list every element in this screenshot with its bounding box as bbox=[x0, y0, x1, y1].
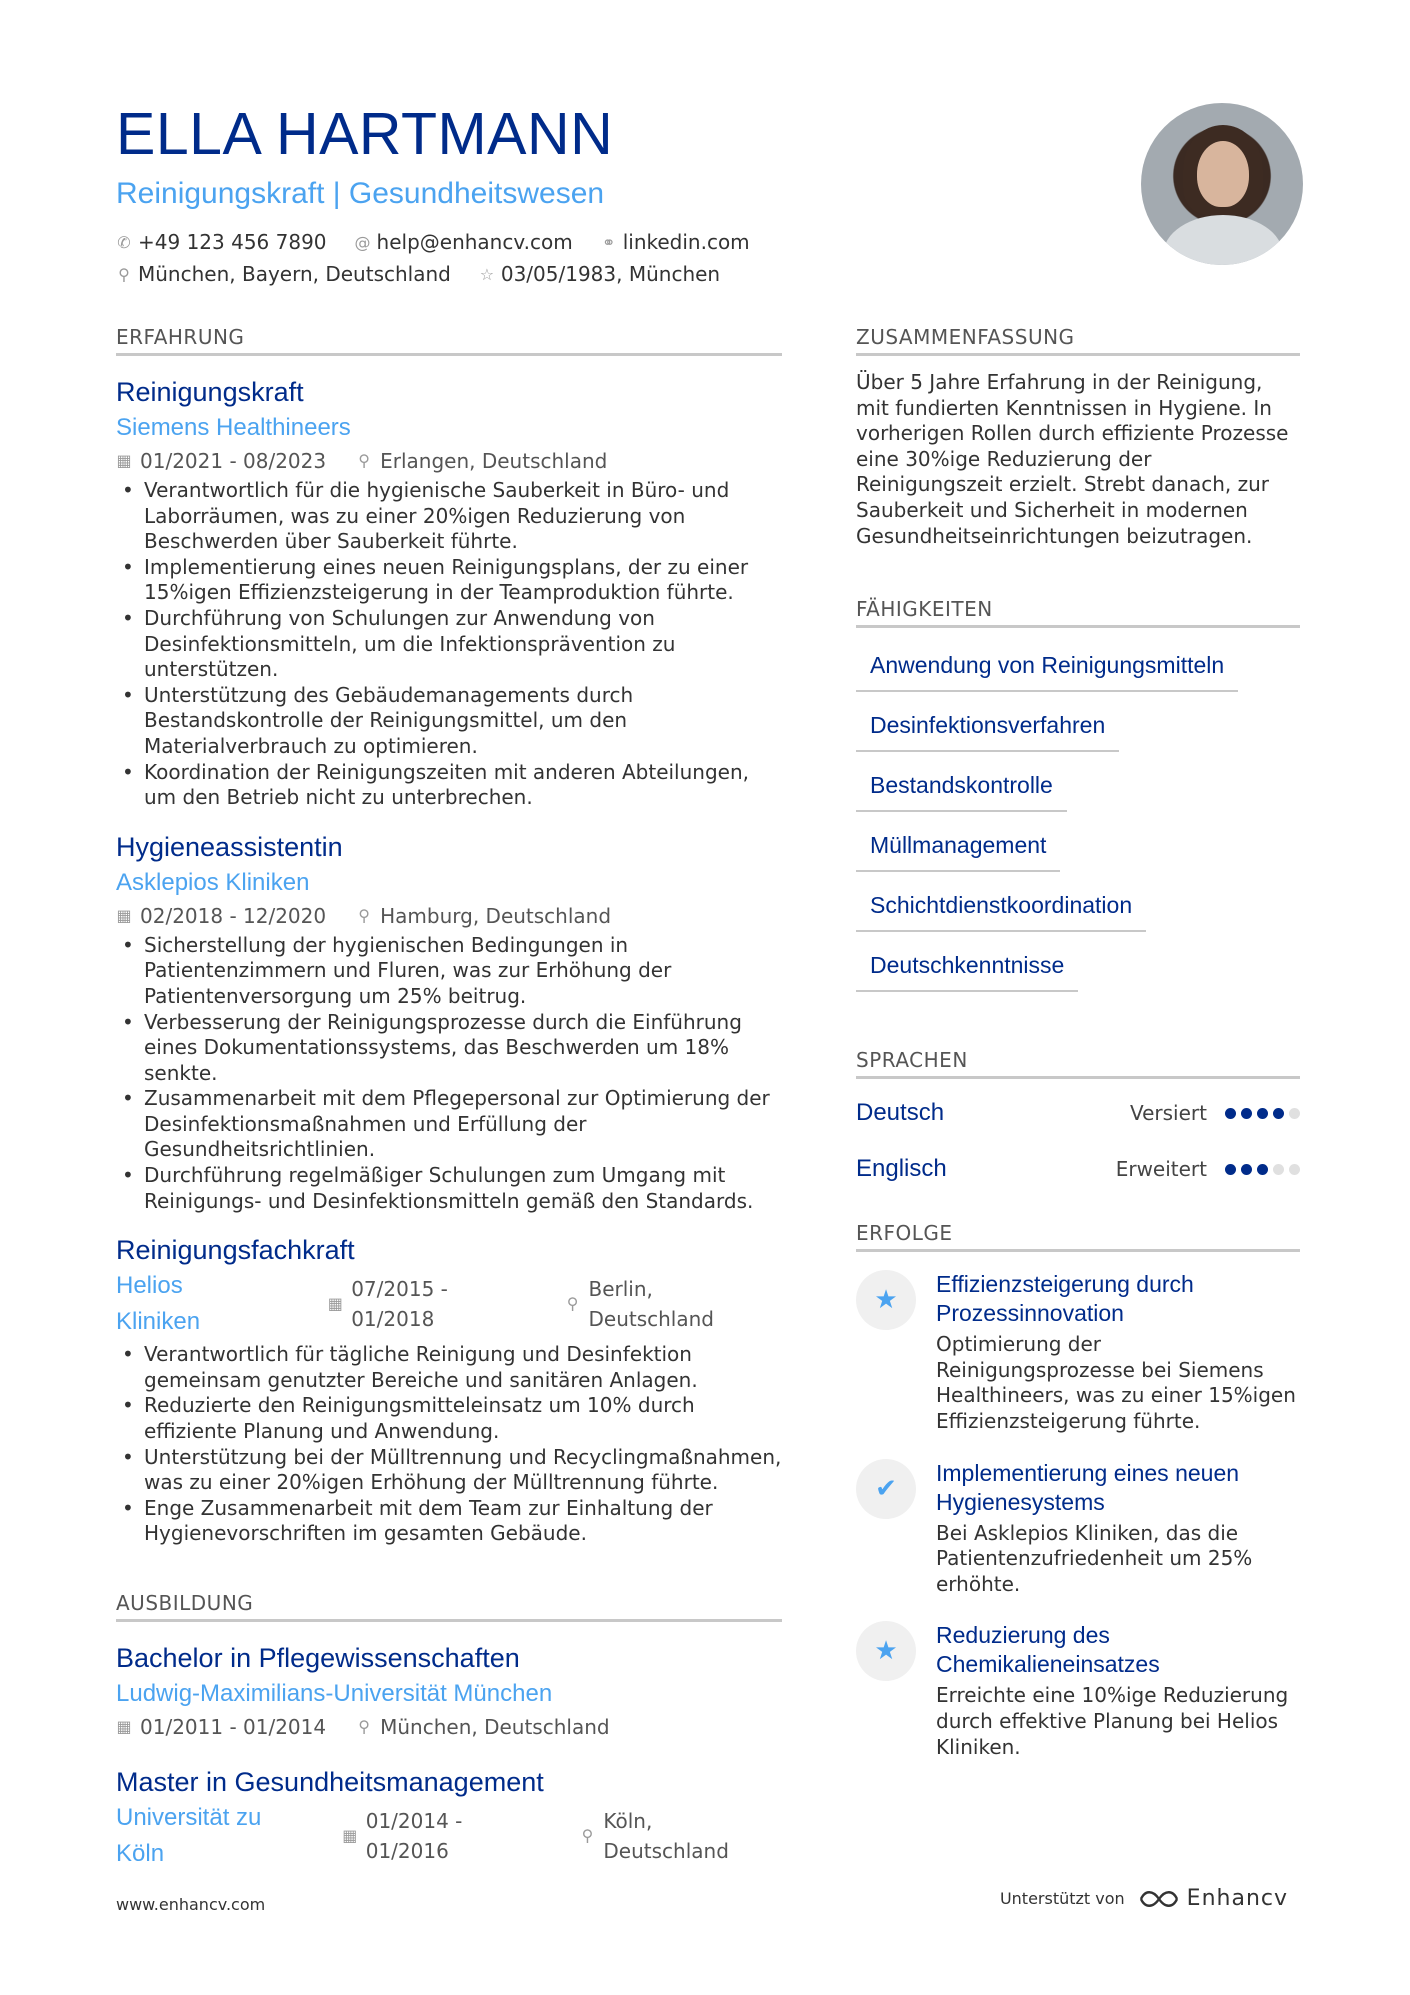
candidate-name: ELLA HARTMANN bbox=[116, 101, 614, 167]
job-role: Hygieneassistentin bbox=[116, 831, 343, 862]
education-heading: AUSBILDUNG bbox=[116, 1591, 782, 1622]
degree: Bachelor in Pflegewissenschaften bbox=[116, 1643, 520, 1673]
star-outline-icon: ☆ bbox=[479, 264, 495, 284]
rating-dot bbox=[1241, 1108, 1252, 1119]
language-name: Deutsch bbox=[856, 1099, 945, 1127]
job-dates: 02/2018 - 12/2020 bbox=[140, 903, 327, 928]
job-meta bbox=[116, 446, 782, 476]
avatar bbox=[1141, 103, 1303, 265]
skill-tag: Schichtdienstkoordination bbox=[856, 884, 1146, 932]
contact-birth: ☆ 03/05/1983, München bbox=[479, 262, 721, 286]
languages-list bbox=[856, 1085, 1300, 1197]
job-company: Helios Kliniken bbox=[116, 1272, 201, 1336]
location-pin-icon: ⚲ bbox=[358, 451, 370, 470]
bullet-item: • Verantwortlich für tägliche Reinigung und Desinfektion gemeinsam genutzter Bereiche und sanitären Anlagen. bbox=[116, 1342, 782, 1393]
at-icon: @ bbox=[354, 232, 371, 252]
location-pin-icon: ⚲ bbox=[358, 1717, 370, 1736]
contact-linkedin[interactable]: ⚭ linkedin.com bbox=[602, 230, 750, 254]
language-level: Erweitert bbox=[1115, 1157, 1207, 1182]
powered-by-label: Unterstützt von bbox=[999, 1889, 1125, 1908]
job-bullets bbox=[116, 478, 782, 811]
education-dates: 01/2011 - 01/2014 bbox=[140, 1715, 327, 1739]
achievement-item bbox=[856, 1459, 1300, 1598]
contact-phone: ✆ +49 123 456 7890 bbox=[117, 230, 327, 254]
experience-heading: ERFAHRUNG bbox=[116, 325, 782, 356]
degree: Master in Gesundheitsmanagement bbox=[116, 1767, 544, 1797]
check-icon: ✔ bbox=[856, 1459, 916, 1519]
job-bullets bbox=[116, 933, 782, 1215]
skill-tag: Bestandskontrolle bbox=[856, 764, 1067, 812]
school: Ludwig-Maximilians-Universität München bbox=[116, 1680, 553, 1707]
bullet-item: • Zusammenarbeit mit dem Pflegepersonal zur Optimierung der Desinfektionsmaßnahmen und Erfüllung der Gesundheitsrichtlinien. bbox=[116, 1086, 782, 1163]
bullet-item: • Koordination der Reinigungszeiten mit anderen Abteilungen, um den Betrieb nicht zu unterbrechen. bbox=[116, 760, 782, 811]
resume-header bbox=[116, 100, 1116, 290]
job-location: Hamburg, Deutschland bbox=[380, 903, 612, 928]
language-row bbox=[856, 1085, 1300, 1141]
skill-tag: Desinfektionsverfahren bbox=[856, 704, 1119, 752]
languages-heading: SPRACHEN bbox=[856, 1048, 1300, 1079]
left-column bbox=[116, 325, 782, 1872]
education-entry bbox=[116, 1764, 782, 1872]
rating-dot bbox=[1241, 1164, 1252, 1175]
job-dates: 07/2015 - 01/2018 bbox=[351, 1277, 448, 1332]
enhancv-logo-icon bbox=[1139, 1888, 1179, 1910]
education-dates: 01/2014 - 01/2016 bbox=[365, 1809, 463, 1863]
footer-branding bbox=[1000, 1886, 1288, 1911]
rating-dot bbox=[1289, 1108, 1300, 1119]
job-location: Erlangen, Deutschland bbox=[380, 449, 608, 473]
job-company: Siemens Healthineers bbox=[116, 414, 351, 441]
achievement-title: Effizienzsteigerung durch Prozessinnovation bbox=[936, 1271, 1194, 1327]
education-meta bbox=[342, 1806, 782, 1866]
language-rating bbox=[1225, 1164, 1300, 1175]
skill-tag: Anwendung von Reinigungsmitteln bbox=[856, 644, 1238, 692]
bullet-item: • Reduzierte den Reinigungsmitteleinsatz um 10% durch effiziente Planung und Anwendung. bbox=[116, 1393, 782, 1444]
summary-heading: ZUSAMMENFASSUNG bbox=[856, 325, 1300, 356]
job-role: Reinigungskraft bbox=[116, 377, 304, 407]
calendar-icon: ▦ bbox=[342, 1826, 358, 1845]
rating-dot bbox=[1257, 1108, 1268, 1119]
bullet-item: • Verbesserung der Reinigungsprozesse durch die Einführung eines Dokumentationssystems, das Beschwerden um 18% senkte. bbox=[116, 1010, 782, 1087]
achievement-desc: Erreichte eine 10%ige Reduzierung durch effektive Planung bei Helios Kliniken. bbox=[936, 1683, 1289, 1759]
contact-location: ⚲ München, Bayern, Deutschland bbox=[116, 262, 451, 286]
rating-dot bbox=[1225, 1164, 1236, 1175]
skill-tag: Deutschkenntnisse bbox=[856, 944, 1078, 992]
rating-dot bbox=[1289, 1164, 1300, 1175]
experience-entry bbox=[116, 374, 782, 811]
language-level: Versiert bbox=[1129, 1101, 1207, 1126]
job-role: Reinigungsfachkraft bbox=[116, 1235, 355, 1266]
achievement-desc: Bei Asklepios Kliniken, das die Patientenzufriedenheit um 25% erhöhte. bbox=[936, 1520, 1253, 1596]
calendar-icon: ▦ bbox=[116, 1717, 132, 1736]
contact-info bbox=[116, 226, 1116, 290]
job-bullets bbox=[116, 1342, 782, 1547]
rating-dot bbox=[1257, 1164, 1268, 1175]
bullet-item: • Enge Zusammenarbeit mit dem Team zur Einhaltung der Hygienevorschriften im gesamten Gebäude. bbox=[116, 1496, 782, 1547]
education-meta bbox=[116, 1712, 782, 1742]
star-icon: ★ bbox=[856, 1621, 916, 1681]
right-column bbox=[856, 325, 1300, 1760]
experience-entry bbox=[116, 1232, 782, 1547]
skills-heading: FÄHIGKEITEN bbox=[856, 597, 1300, 628]
job-meta bbox=[116, 901, 782, 931]
summary-text: Über 5 Jahre Erfahrung in der Reinigung, mit fundierten Kenntnissen in Hygiene. In vorherigen Rollen durch effiziente Prozesse eine 30%ige Reduzierung der Reinigungszeit erzielt. Strebt danach, zur Sauberkeit und Sicherheit in modernen Gesundheitseinrichtungen beizutragen. bbox=[856, 370, 1289, 548]
rating-dot bbox=[1225, 1108, 1236, 1119]
footer-website[interactable]: www.enhancv.com bbox=[116, 1895, 266, 1914]
calendar-icon: ▦ bbox=[116, 451, 132, 470]
candidate-headline: Reinigungskraft | Gesundheitswesen bbox=[116, 177, 605, 210]
education-entry bbox=[116, 1640, 782, 1742]
rating-dot bbox=[1273, 1108, 1284, 1119]
bullet-item: • Sicherstellung der hygienischen Bedingungen in Patientenzimmern und Fluren, was zur Erhöhung der Patientenversorgung um 25% beitrug. bbox=[116, 933, 782, 1010]
job-location: Berlin, Deutschland bbox=[588, 1277, 714, 1332]
brand-logo[interactable] bbox=[1139, 1886, 1288, 1911]
achievements-heading: ERFOLGE bbox=[856, 1221, 1300, 1252]
job-dates: 01/2021 - 08/2023 bbox=[140, 449, 327, 473]
calendar-icon: ▦ bbox=[116, 905, 132, 925]
star-icon: ★ bbox=[856, 1270, 916, 1330]
calendar-icon: ▦ bbox=[327, 1294, 343, 1314]
skills-list bbox=[856, 644, 1300, 1004]
location-pin-icon: ⚲ bbox=[118, 264, 130, 284]
bullet-item: • Durchführung regelmäßiger Schulungen zum Umgang mit Reinigungs- und Desinfektionsmitteln gemäß den Standards. bbox=[116, 1163, 782, 1214]
language-rating bbox=[1225, 1108, 1300, 1119]
phone-icon: ✆ bbox=[117, 232, 131, 252]
location-pin-icon: ⚲ bbox=[358, 905, 370, 925]
education-location: Köln, Deutschland bbox=[603, 1809, 729, 1863]
brand-name: Enhancv bbox=[1186, 1886, 1288, 1911]
bullet-item: • Unterstützung bei der Mülltrennung und Recyclingmaßnahmen, was zu einer 20%igen Erhöhung der Mülltrennung führte. bbox=[116, 1445, 782, 1496]
link-icon: ⚭ bbox=[602, 232, 616, 252]
job-meta bbox=[327, 1274, 782, 1334]
achievement-title: Implementierung eines neuen Hygienesystems bbox=[936, 1459, 1240, 1515]
bullet-item: • Verantwortlich für die hygienische Sauberkeit in Büro- und Laborräumen, was zu einer 20%igen Reduzierung von Beschwerden über Sauberkeit führte. bbox=[116, 478, 782, 555]
contact-email[interactable]: @ help@enhancv.com bbox=[354, 230, 573, 254]
bullet-item: • Durchführung von Schulungen zur Anwendung von Desinfektionsmitteln, um die Infektionsprävention zu unterstützen. bbox=[116, 606, 782, 683]
experience-entry bbox=[116, 829, 782, 1215]
skill-tag: Müllmanagement bbox=[856, 824, 1060, 872]
language-name: Englisch bbox=[856, 1155, 947, 1183]
bullet-item: • Implementierung eines neuen Reinigungsplans, der zu einer 15%igen Effizienzsteigerung in der Teamproduktion führte. bbox=[116, 555, 782, 606]
rating-dot bbox=[1273, 1164, 1284, 1175]
location-pin-icon: ⚲ bbox=[581, 1826, 594, 1845]
achievement-item bbox=[856, 1621, 1300, 1760]
location-pin-icon: ⚲ bbox=[566, 1294, 579, 1314]
education-location: München, Deutschland bbox=[380, 1715, 610, 1739]
language-row bbox=[856, 1141, 1300, 1197]
achievement-title: Reduzierung des Chemikalieneinsatzes bbox=[936, 1622, 1160, 1678]
bullet-item: • Unterstützung des Gebäudemanagements durch Bestandskontrolle der Reinigungsmittel, um den Materialverbrauch zu optimieren. bbox=[116, 683, 782, 760]
school: Universität zu Köln bbox=[116, 1804, 262, 1867]
achievement-desc: Optimierung der Reinigungsprozesse bei Siemens Healthineers, was zu einer 15%igen Effizienzsteigerung führte. bbox=[936, 1332, 1296, 1433]
job-company: Asklepios Kliniken bbox=[116, 868, 310, 896]
achievement-item bbox=[856, 1270, 1300, 1434]
